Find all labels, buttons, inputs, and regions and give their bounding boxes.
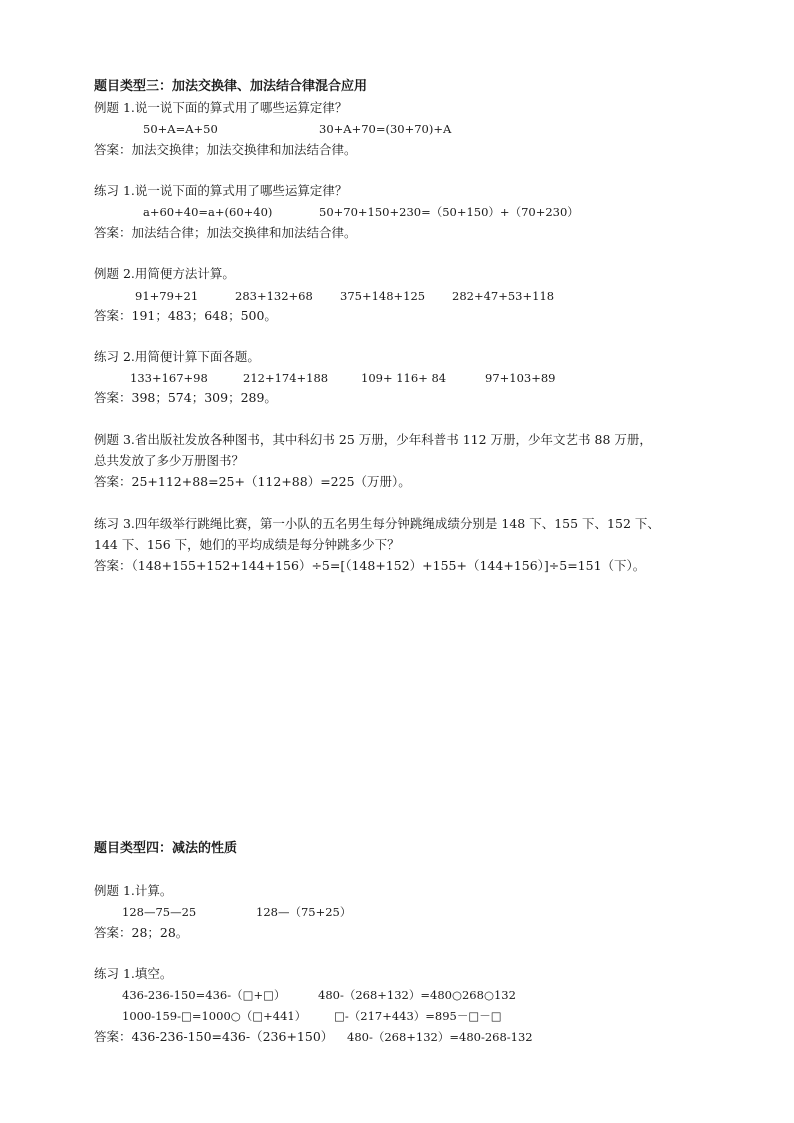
practice2-formula-2: 212+174+188 <box>243 371 329 385</box>
example3-question-line-2: 总共发放了多少万册图书？ <box>94 453 245 468</box>
section4-example1-answer: 答案：28；28。 <box>94 925 189 940</box>
example3-question-line-1: 例题 3.省出版社发放各种图书，其中科幻书 25 万册，少年科普书 112 万册，少年文艺书 88 万册， <box>94 432 652 447</box>
practice1-answer: 答案：加法结合律；加法交换律和加法结合律。 <box>94 225 357 240</box>
practice2-formula-4: 97+103+89 <box>485 371 556 385</box>
practice3-question-line-1: 练习 3.四年级举行跳绳比赛，第一小队的五名男生每分钟跳绳成绩分别是 148 下、155 下、152 下、 <box>94 516 660 531</box>
section4-practice1-row1-a: 436-236-150=436-（□+□） <box>122 988 286 1002</box>
example2-answer: 答案：191；483；648；500。 <box>94 308 277 323</box>
section4-example1-formula-2: 128—（75+25） <box>256 905 352 919</box>
practice2-question: 练习 2.用简便计算下面各题。 <box>94 349 260 364</box>
practice3-question-line-2: 144 下、156 下，她们的平均成绩是每分钟跳多少下？ <box>94 537 400 552</box>
practice2-formula-3: 109+ 116+ 84 <box>361 371 447 385</box>
section4-practice1-question: 练习 1.填空。 <box>94 966 173 981</box>
section4-practice1-answer-1: 答案：436-236-150=436-（236+150） <box>94 1029 334 1044</box>
section4-example1-question: 例题 1.计算。 <box>94 883 173 898</box>
practice1-question: 练习 1.说一说下面的算式用了哪些运算定律？ <box>94 183 348 198</box>
practice2-formula-1: 133+167+98 <box>130 371 208 385</box>
example1-question: 例题 1.说一说下面的算式用了哪些运算定律？ <box>94 100 348 115</box>
section4-practice1-row2-a: 1000-159-□=1000○（□+441） <box>122 1009 307 1023</box>
example2-formula-2: 283+132+68 <box>235 289 313 303</box>
section4-practice1-row1-b: 480-（268+132）=480○268○132 <box>318 988 516 1002</box>
example1-formula-1: 50+A=A+50 <box>143 122 218 136</box>
example2-formula-3: 375+148+125 <box>340 289 426 303</box>
practice1-formula-1: a+60+40=a+(60+40) <box>143 205 273 219</box>
example3-answer: 答案：25+112+88=25+（112+88）=225（万册）。 <box>94 474 411 489</box>
section4-example1-formula-1: 128—75—25 <box>122 905 197 919</box>
example2-formula-1: 91+79+21 <box>135 289 199 303</box>
section3-heading: 题目类型三：加法交换律、加法结合律混合应用 <box>94 79 368 94</box>
section4-practice1-answer-2: 480-（268+132）=480-268-132 <box>347 1030 533 1044</box>
practice2-answer: 答案：398；574；309；289。 <box>94 390 277 405</box>
example1-answer: 答案：加法交换律；加法交换律和加法结合律。 <box>94 142 357 157</box>
example2-formula-4: 282+47+53+118 <box>452 289 555 303</box>
section4-practice1-row2-b: □-（217+443）=895－□－□ <box>334 1009 502 1023</box>
practice3-answer: 答案：（148+155+152+144+156）÷5=[（148+152）+155+（144+156）]÷5=151（下）。 <box>94 558 646 573</box>
practice1-formula-2: 50+70+150+230=（50+150）+（70+230） <box>319 205 579 219</box>
example1-formula-2: 30+A+70=(30+70)+A <box>319 122 452 136</box>
section4-heading: 题目类型四：减法的性质 <box>94 841 238 856</box>
example2-question: 例题 2.用简便方法计算。 <box>94 266 235 281</box>
